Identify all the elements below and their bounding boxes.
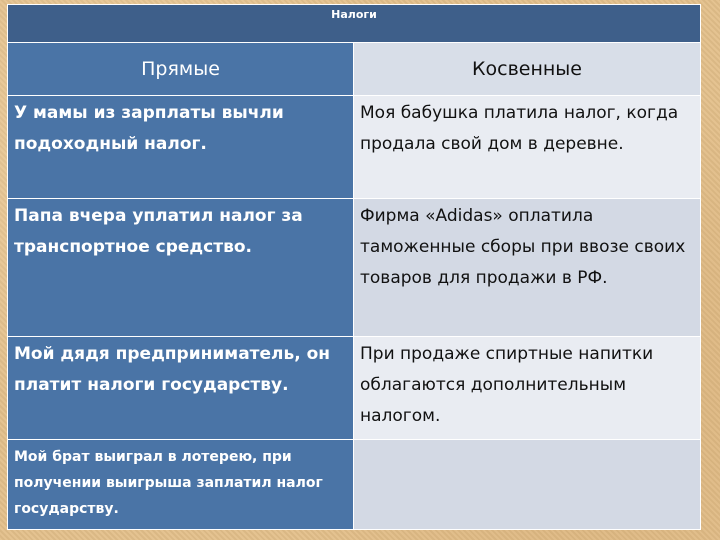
indirect-cell-empty bbox=[354, 440, 701, 530]
indirect-cell: При продаже спиртные напитки облагаются дополнительным налогом. bbox=[354, 337, 701, 440]
direct-cell: Папа вчера уплатил налог за транспортное средство. bbox=[8, 199, 354, 337]
taxes-table bbox=[7, 4, 701, 530]
table-row bbox=[8, 337, 701, 440]
header-direct: Прямые bbox=[8, 43, 354, 96]
direct-cell: У мамы из зарплаты вычли подоходный налог. bbox=[8, 96, 354, 199]
table-row bbox=[8, 440, 701, 530]
table-title: Налоги bbox=[8, 5, 701, 43]
table-frame bbox=[7, 4, 700, 526]
indirect-cell: Фирма «Adidas» оплатила таможенные сборы при ввозе своих товаров для продажи в РФ. bbox=[354, 199, 701, 337]
indirect-cell: Моя бабушка платила налог, когда продала свой дом в деревне. bbox=[354, 96, 701, 199]
table-row bbox=[8, 96, 701, 199]
direct-cell: Мой брат выиграл в лотерею, при получении выигрыша заплатил налог государству. bbox=[8, 440, 354, 530]
header-indirect: Косвенные bbox=[354, 43, 701, 96]
direct-cell: Мой дядя предприниматель, он платит налоги государству. bbox=[8, 337, 354, 440]
table-row bbox=[8, 199, 701, 337]
